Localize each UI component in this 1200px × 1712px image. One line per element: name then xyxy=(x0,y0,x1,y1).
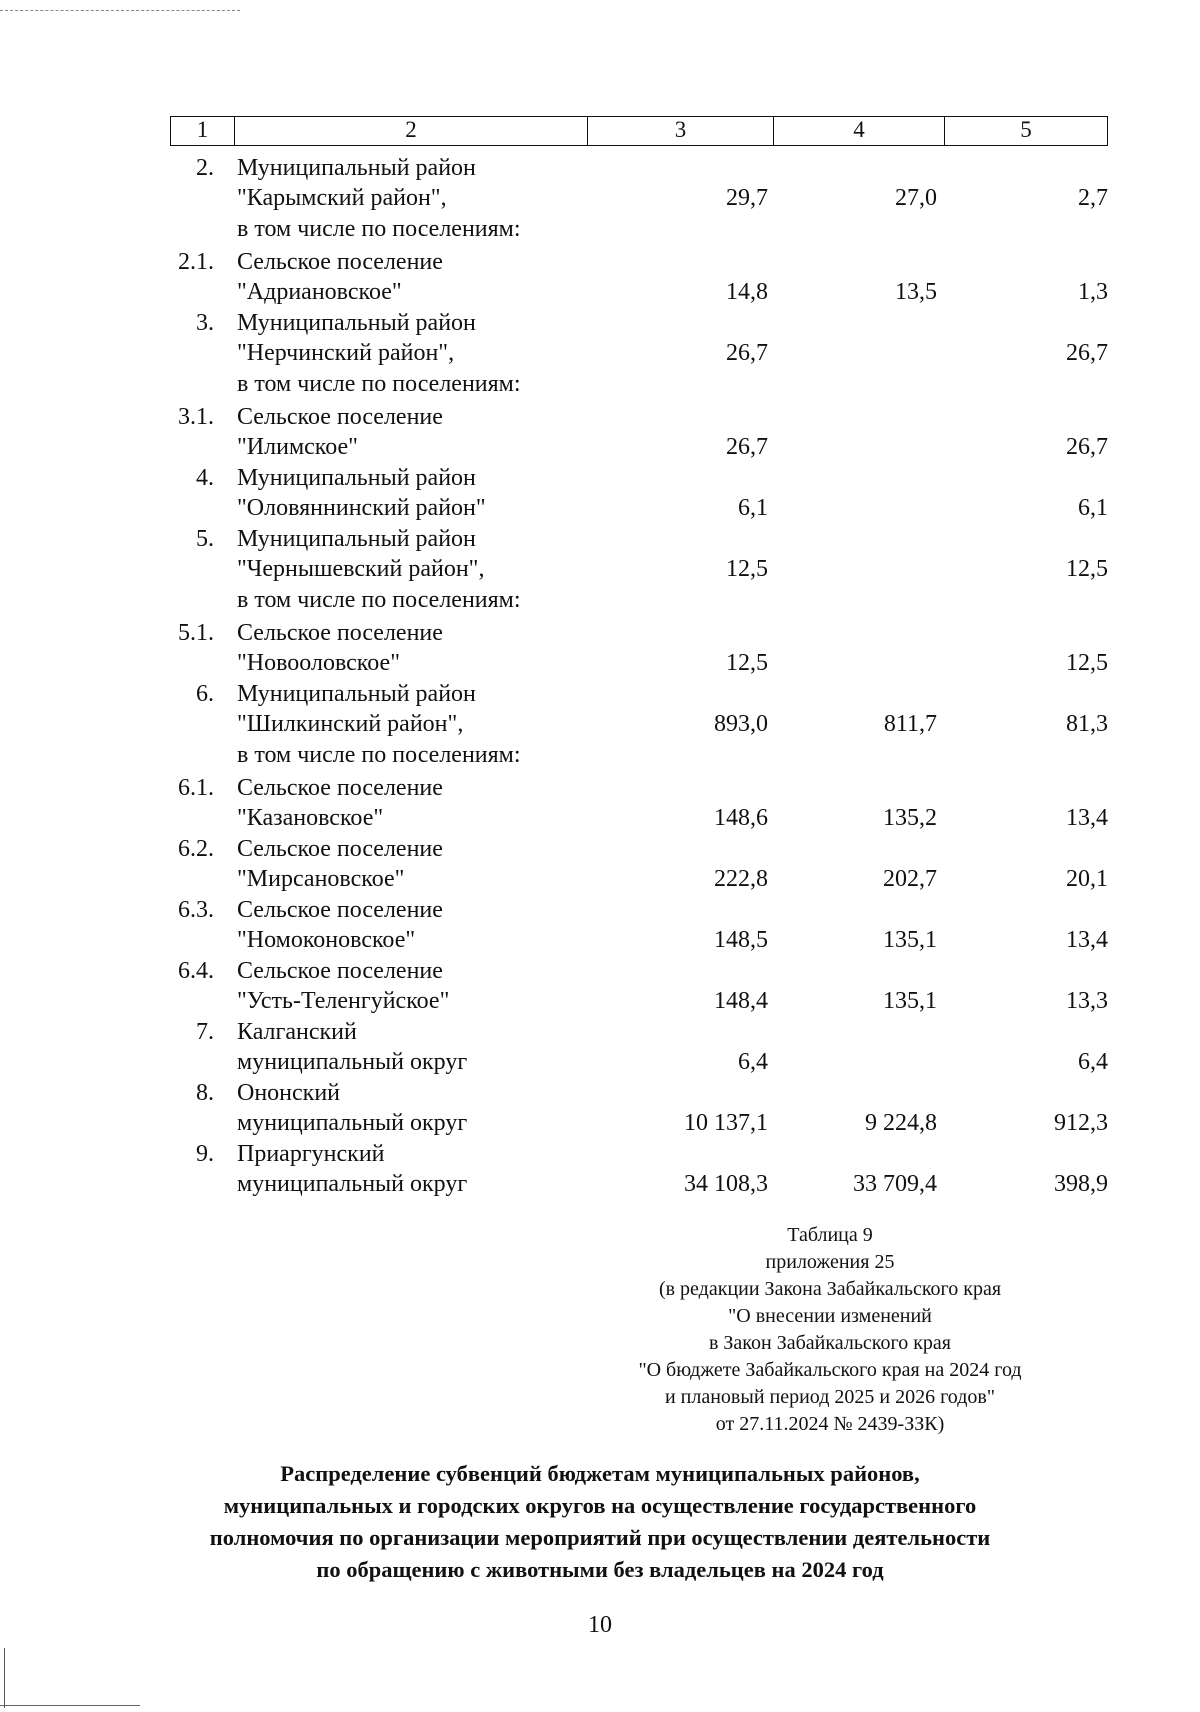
cell-column-3: 893,0 xyxy=(714,711,768,737)
row-name xyxy=(237,308,597,368)
row-name xyxy=(237,618,597,678)
cell-column-3: 12,5 xyxy=(726,556,768,582)
row-number: 6. xyxy=(196,681,214,707)
cell-column-5: 26,7 xyxy=(1066,340,1108,366)
cell-column-4: 135,2 xyxy=(883,805,937,831)
cell-column-3: 29,7 xyxy=(726,185,768,211)
table-header-row xyxy=(170,116,1108,146)
row-name xyxy=(237,895,597,955)
appendix-note-line: "О внесении изменений xyxy=(728,1305,932,1327)
document-heading xyxy=(120,1458,1080,1586)
row-name xyxy=(237,956,597,1016)
appendix-note-line: "О бюджете Забайкальского края на 2024 год xyxy=(638,1359,1022,1381)
column-header-1: 1 xyxy=(171,117,235,145)
appendix-note-line: от 27.11.2024 № 2439-ЗЗК) xyxy=(715,1413,945,1435)
heading-line: Распределение субвенций бюджетам муниципальных районов, xyxy=(280,1461,920,1486)
cell-column-3: 148,6 xyxy=(714,805,768,831)
table-row xyxy=(0,1078,1200,1139)
row-name-line: "Нерчинский район", xyxy=(237,340,455,366)
row-name-line: "Номоконовское" xyxy=(237,927,416,953)
table-row xyxy=(0,247,1200,308)
cell-column-3: 34 108,3 xyxy=(684,1171,768,1197)
cell-column-4: 13,5 xyxy=(895,279,937,305)
table-row xyxy=(0,1139,1200,1200)
row-name-line: Сельское поселение xyxy=(237,775,443,801)
subtotal-caption-row xyxy=(0,369,1200,402)
appendix-note-line: в Закон Забайкальского края xyxy=(708,1332,952,1354)
row-name-line: муниципальный округ xyxy=(237,1171,468,1197)
cell-column-3: 14,8 xyxy=(726,279,768,305)
table-row xyxy=(0,618,1200,679)
table-row xyxy=(0,402,1200,463)
table-row xyxy=(0,308,1200,369)
row-name xyxy=(237,247,597,307)
row-name xyxy=(237,1078,597,1138)
scan-artifact-line xyxy=(0,1705,140,1706)
row-name-line: Муниципальный район xyxy=(237,465,476,491)
appendix-note-line: (в редакции Закона Забайкальского края xyxy=(658,1278,1002,1300)
appendix-note-line: Таблица 9 xyxy=(787,1224,873,1246)
cell-column-3: 10 137,1 xyxy=(684,1110,768,1136)
row-name-line: Муниципальный район xyxy=(237,526,476,552)
table-row xyxy=(0,524,1200,585)
cell-column-4: 27,0 xyxy=(895,185,937,211)
table-row xyxy=(0,834,1200,895)
row-number: 9. xyxy=(196,1141,214,1167)
row-name-line: "Карымский район", xyxy=(237,185,447,211)
row-number: 6.4. xyxy=(178,958,214,984)
cell-column-5: 13,4 xyxy=(1066,927,1108,953)
heading-line: полномочия по организации мероприятий при осуществлении деятельности xyxy=(209,1525,991,1550)
scan-artifact-line xyxy=(4,1648,5,1708)
row-number: 6.2. xyxy=(178,836,214,862)
cell-column-5: 6,1 xyxy=(1078,495,1108,521)
row-number: 8. xyxy=(196,1080,214,1106)
row-name-line: Сельское поселение xyxy=(237,958,443,984)
cell-column-3: 222,8 xyxy=(714,866,768,892)
row-name-line: "Илимское" xyxy=(237,434,358,460)
row-name-line: "Адриановское" xyxy=(237,279,402,305)
row-name-line: Муниципальный район xyxy=(237,681,476,707)
row-name-line: "Оловяннинский район" xyxy=(237,495,486,521)
cell-column-3: 12,5 xyxy=(726,650,768,676)
row-name-line: "Мирсановское" xyxy=(237,866,405,892)
row-name-line: Ононский xyxy=(237,1080,341,1106)
column-header-5: 5 xyxy=(1020,117,1032,142)
cell-column-3: 6,1 xyxy=(738,495,768,521)
row-number: 7. xyxy=(196,1019,214,1045)
row-name-line: "Новооловское" xyxy=(237,650,400,676)
table-row xyxy=(0,679,1200,740)
row-name xyxy=(237,773,597,833)
cell-column-5: 81,3 xyxy=(1066,711,1108,737)
subtotal-caption: в том числе по поселениям: xyxy=(237,587,521,613)
row-name-line: муниципальный округ xyxy=(237,1110,468,1136)
table-row xyxy=(0,463,1200,524)
appendix-note xyxy=(580,1222,1080,1438)
cell-column-3: 26,7 xyxy=(726,340,768,366)
cell-column-5: 6,4 xyxy=(1078,1049,1108,1075)
row-name-line: Калганский xyxy=(237,1019,357,1045)
cell-column-5: 12,5 xyxy=(1066,556,1108,582)
row-number: 4. xyxy=(196,465,214,491)
row-name-line: Муниципальный район xyxy=(237,155,476,181)
row-number: 2. xyxy=(196,155,214,181)
table-body xyxy=(0,153,1200,1200)
row-name-line: Сельское поселение xyxy=(237,620,443,646)
table-row xyxy=(0,153,1200,214)
column-header-4: 4 xyxy=(774,117,945,145)
table-row xyxy=(0,956,1200,1017)
row-name xyxy=(237,1139,597,1199)
subtotal-caption: в том числе по поселениям: xyxy=(237,371,521,397)
row-name-line: Сельское поселение xyxy=(237,836,443,862)
table-row xyxy=(0,1017,1200,1078)
row-number: 5. xyxy=(196,526,214,552)
subtotal-caption-row xyxy=(0,214,1200,247)
row-name-line: Муниципальный район xyxy=(237,310,476,336)
cell-column-3: 148,5 xyxy=(714,927,768,953)
cell-column-5: 13,3 xyxy=(1066,988,1108,1014)
row-name xyxy=(237,679,597,739)
table-row xyxy=(0,895,1200,956)
scan-artifact-line xyxy=(0,10,240,11)
cell-column-5: 1,3 xyxy=(1078,279,1108,305)
row-name-line: Сельское поселение xyxy=(237,404,443,430)
row-name xyxy=(237,524,597,584)
page-number: 10 xyxy=(588,1612,612,1638)
row-name-line: Сельское поселение xyxy=(237,897,443,923)
row-name-line: муниципальный округ xyxy=(237,1049,468,1075)
subtotal-caption: в том числе по поселениям: xyxy=(237,742,521,768)
row-name-line: "Усть-Теленгуйское" xyxy=(237,988,450,1014)
column-header-3: 3 xyxy=(588,117,774,145)
row-number: 6.3. xyxy=(178,897,214,923)
cell-column-5: 398,9 xyxy=(1054,1171,1108,1197)
subtotal-caption: в том числе по поселениям: xyxy=(237,216,521,242)
heading-line: муниципальных и городских округов на осуществление государственного xyxy=(223,1493,977,1518)
row-name-line: "Казановское" xyxy=(237,805,384,831)
heading-line: по обращению с животными без владельцев на 2024 год xyxy=(316,1557,884,1582)
row-name xyxy=(237,1017,597,1077)
row-number: 6.1. xyxy=(178,775,214,801)
cell-column-5: 13,4 xyxy=(1066,805,1108,831)
column-header-2: 2 xyxy=(235,117,588,145)
row-name xyxy=(237,834,597,894)
cell-column-4: 135,1 xyxy=(883,988,937,1014)
row-number: 5.1. xyxy=(178,620,214,646)
row-number: 3.1. xyxy=(178,404,214,430)
row-name-line: "Чернышевский район", xyxy=(237,556,485,582)
subtotal-caption-row xyxy=(0,585,1200,618)
row-name-line: "Шилкинский район", xyxy=(237,711,464,737)
appendix-note-line: и плановый период 2025 и 2026 годов" xyxy=(664,1386,996,1408)
row-number: 2.1. xyxy=(178,249,214,275)
cell-column-5: 2,7 xyxy=(1078,185,1108,211)
cell-column-3: 26,7 xyxy=(726,434,768,460)
row-number: 3. xyxy=(196,310,214,336)
row-name-line: Сельское поселение xyxy=(237,249,443,275)
row-name xyxy=(237,153,597,213)
cell-column-4: 811,7 xyxy=(883,711,937,737)
cell-column-3: 148,4 xyxy=(714,988,768,1014)
cell-column-4: 9 224,8 xyxy=(865,1110,937,1136)
cell-column-5: 12,5 xyxy=(1066,650,1108,676)
row-name-line: Приаргунский xyxy=(237,1141,385,1167)
cell-column-3: 6,4 xyxy=(738,1049,768,1075)
cell-column-4: 202,7 xyxy=(883,866,937,892)
appendix-note-line: приложения 25 xyxy=(765,1251,895,1273)
cell-column-5: 26,7 xyxy=(1066,434,1108,460)
cell-column-4: 33 709,4 xyxy=(853,1171,937,1197)
cell-column-5: 912,3 xyxy=(1054,1110,1108,1136)
cell-column-5: 20,1 xyxy=(1066,866,1108,892)
table-row xyxy=(0,773,1200,834)
row-name xyxy=(237,402,597,462)
subtotal-caption-row xyxy=(0,740,1200,773)
row-name xyxy=(237,463,597,523)
cell-column-4: 135,1 xyxy=(883,927,937,953)
